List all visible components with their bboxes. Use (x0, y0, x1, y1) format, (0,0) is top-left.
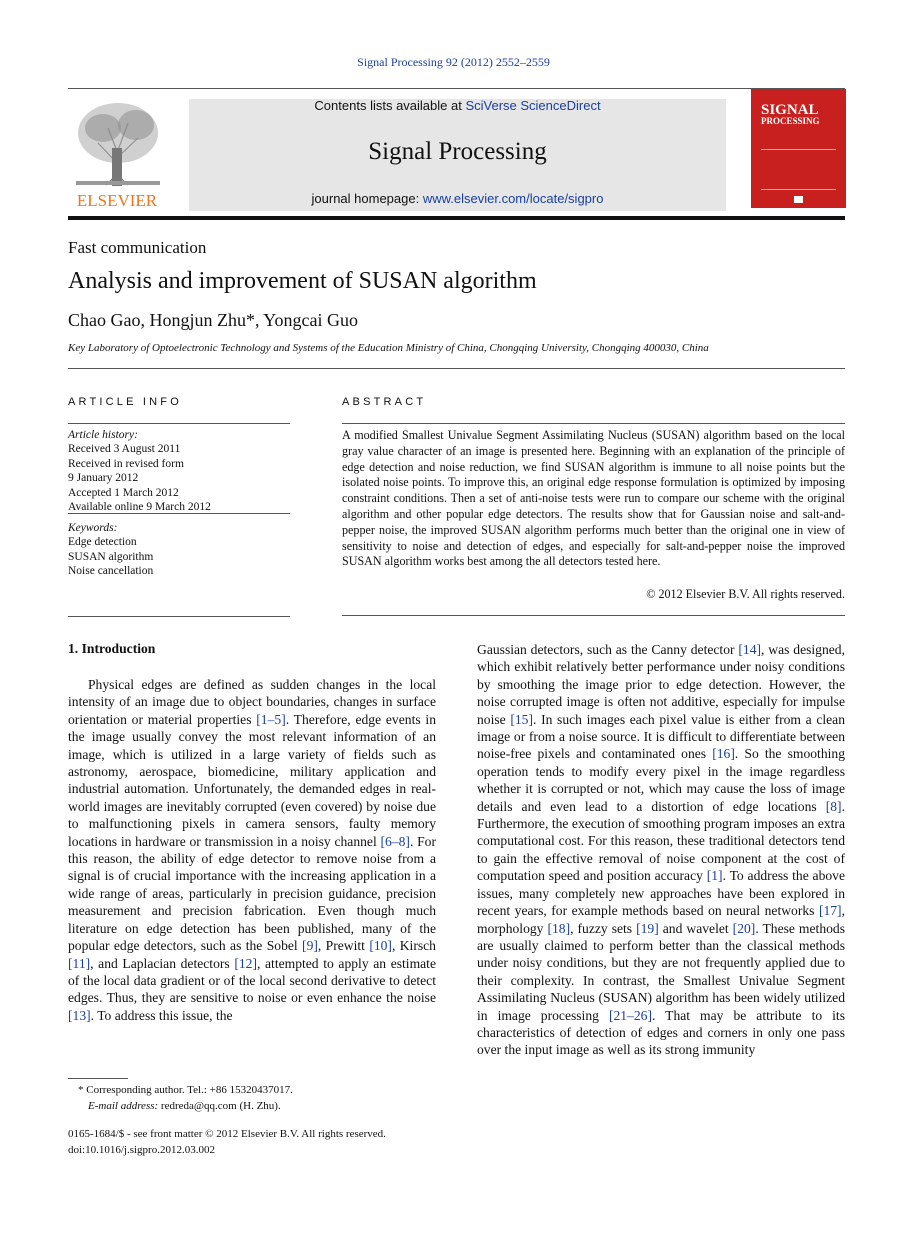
section-heading: 1. Introduction (68, 641, 156, 656)
citation-link[interactable]: [13] (68, 1007, 91, 1023)
citation-link[interactable]: [16] (712, 746, 735, 762)
homepage-prefix: journal homepage: (311, 191, 423, 206)
header-thick-rule (68, 216, 845, 220)
keyword: SUSAN algorithm (68, 550, 154, 563)
elsevier-wordmark: ELSEVIER (76, 191, 158, 210)
body-text-run: . Furthermore, the execution of smoothing program imposes an extra computational cost. For this reason, these traditional detectors tend to gain the effective removal of noise component at the cost of computation speed and position accuracy (477, 798, 845, 884)
divider (342, 423, 845, 424)
article-title: Analysis and improvement of SUSAN algorithm (68, 268, 537, 294)
footnote (68, 1083, 293, 1114)
citation-link[interactable]: [18] (547, 920, 571, 936)
citation-link[interactable]: [6–8] (380, 833, 410, 849)
body-text-run: . In such images each pixel value is either from a clean image or from a noise source. It is difficult to differentiate between noise-free pixels and contaminated ones (477, 711, 846, 762)
body-text-run: , Kirsch (391, 938, 436, 954)
cover-title-line1: SIGNAL (761, 102, 819, 118)
affiliation: Key Laboratory of Optoelectronic Technology and Systems of the Education Ministry of China, Chongqing University, Chongqing 400030, China (68, 342, 709, 354)
body-text-run: , and Laplacian detectors (90, 955, 235, 971)
body-text-run: . These methods are usually claimed to perform better than the classical methods under noisy conditions, but they are not frequently applied due to their complexity. In contrast, the Smallest Univalue Segment Assimilating Nucleus (SUSAN) algorithm has been widely utilized in image processing (477, 920, 846, 1023)
email-value: redreda@qq.com (H. Zhu). (158, 1099, 281, 1112)
body-column-left (68, 676, 436, 1024)
email-note (68, 1099, 293, 1115)
keywords-label: Keywords: (68, 522, 118, 534)
body-text-run: . To address this issue, the (90, 1007, 233, 1023)
divider (342, 615, 845, 616)
abstract-copyright: © 2012 Elsevier B.V. All rights reserved. (646, 587, 845, 601)
citation-link[interactable]: [10] (369, 938, 392, 954)
citation-link[interactable]: [12] (234, 955, 257, 971)
citation-link[interactable]: [17] (818, 903, 842, 919)
homepage-line (189, 191, 726, 206)
body-column-right (477, 641, 845, 1059)
body-text-run: , Prewitt (317, 938, 370, 954)
citation-link[interactable]: [8] (825, 798, 842, 814)
journal-cover (751, 89, 846, 208)
body-text-run: and wavelet (658, 920, 733, 936)
history-item: Available online 9 March 2012 (68, 501, 211, 514)
contents-prefix: Contents lists available at (314, 98, 466, 113)
citation-link[interactable]: [1–5] (256, 711, 286, 727)
divider (68, 423, 290, 424)
citation-link[interactable]: [19] (636, 920, 659, 936)
history-item: Received in revised form (68, 457, 184, 470)
authors: Chao Gao, Hongjun Zhu*, Yongcai Guo (68, 310, 358, 330)
header-top-rule (68, 88, 845, 89)
citation-link[interactable]: [15] (510, 711, 534, 727)
history-item: Received 3 August 2011 (68, 443, 181, 456)
body-text-run: , morphology (477, 903, 845, 936)
body-text-run: , fuzzy sets (570, 920, 637, 936)
history-item: Accepted 1 March 2012 (68, 486, 179, 499)
abstract-text: A modified Smallest Univalue Segment Assimilating Nucleus (SUSAN) algorithm based on the local gray value character of an image is presented here. Beginning with an explanation of the principle of edge detection and noise reduction, we find SUSAN algorithm is immune to all noise points but the isolated noise points. To improve this, an original edge response formulation is optimized by imposing constraint conditions. Then a set of anti-noise tests were run to compare our scheme with the original algorithm and other popular edge detectors. The results show that for Gaussian noise and salt-and-pepper noise, the improved SUSAN algorithm performs much better than the original one in view of sensitivity to noise and detection of edges, and especially for salt-and-pepper noise the improved SUSAN algorithm works best among the all detectors tested here. (342, 428, 845, 569)
body-text-run: . For this reason, the ability of edge detector to remove noise from a signal is of crucial importance with the increasing application in a wide range of areas, particularly in precision guidance, precision measurement and precision fabrication. Even though much literature on edge detection has been published, many of the popular edge detectors, such as the Sobel (68, 833, 437, 954)
divider (68, 368, 845, 369)
divider (68, 616, 290, 617)
footnote-rule (68, 1078, 128, 1079)
keyword: Edge detection (68, 536, 137, 549)
article-info-heading: ARTICLE INFO (68, 396, 182, 408)
keywords (68, 521, 290, 579)
citation-link[interactable]: [1] (706, 868, 723, 884)
doi-line: doi:10.1016/j.sigpro.2012.03.002 (68, 1143, 215, 1156)
email-label: E-mail address: (88, 1099, 159, 1112)
history-item: 9 January 2012 (68, 472, 139, 485)
citation-link[interactable]: [21–26] (608, 1007, 652, 1023)
section-type: Fast communication (68, 238, 207, 257)
abstract-heading: ABSTRACT (342, 396, 427, 408)
keyword: Noise cancellation (68, 565, 154, 578)
issn-line: 0165-1684/$ - see front matter © 2012 Elsevier B.V. All rights reserved. (68, 1128, 386, 1140)
body-text-run: , was designed, which exhibit relatively better performance under noisy conditions by smoothing the image prior to edge detection. However, the noise corrupted image is often not additive, especially for impulse noise (477, 642, 845, 727)
citation-link[interactable]: [20] (732, 920, 756, 936)
corresponding-author-note: * Corresponding author. Tel.: +86 15320437017. (78, 1084, 293, 1096)
article-history (68, 428, 290, 514)
citation-link[interactable]: [9] (302, 938, 318, 954)
journal-reference[interactable]: Signal Processing 92 (2012) 2552–2559 (357, 55, 550, 69)
body-text-run: . Therefore, edge events in the image usually convey the most relevant information of an image, which is utilized in a large variety of fields such as astronomy, aerospace, biomedicine, military application and industrial automation. Unfortunately, the demanded edges in real-world images are inevitably corrupted (even covered) by noise due to malfunctioning pixels in camera sensors, faulty memory locations in hardware or transmission in a noisy channel (68, 711, 436, 849)
journal-name: Signal Processing (368, 138, 547, 165)
body-text-run: . That may be attribute to its characteristics of detection of edges and corners in only one pass over the input image as well as its strong immunity (477, 1007, 845, 1058)
cover-emblem-icon (794, 196, 803, 203)
citation-link[interactable]: [14] (738, 642, 762, 657)
citation-link[interactable]: [11] (68, 955, 91, 971)
front-matter (68, 1127, 386, 1158)
body-text-run: . To address the above issues, many completely new approaches have been explored in recent years, for example methods based on neural networks (477, 868, 846, 919)
divider (68, 513, 290, 514)
homepage-link[interactable]: www.elsevier.com/locate/sigpro (422, 191, 604, 206)
cover-title-line2: PROCESSING (761, 116, 820, 126)
body-text-run: , attempted to apply an estimate of the local data gradient or of the local second derivative to detect edges. Thus, they are sensitive to noise or even enhance the noise (68, 955, 436, 1006)
body-text-run: Gaussian detectors, such as the Canny detector (477, 642, 739, 657)
body-text-run: Physical edges are defined as sudden changes in the local intensity of an image due to object boundaries, changes in surface orientation or material properties (68, 677, 436, 727)
body-text-run: . So the smoothing operation tends to modify every pixel in the image regardless whether it is corrupted or not, which may cause the loss of image details and even lead to a distortion of edge locations (477, 746, 845, 814)
elsevier-logo (68, 93, 166, 211)
contents-line (189, 98, 726, 113)
sciencedirect-link[interactable]: SciVerse ScienceDirect (465, 98, 601, 113)
history-label: Article history: (68, 429, 138, 441)
